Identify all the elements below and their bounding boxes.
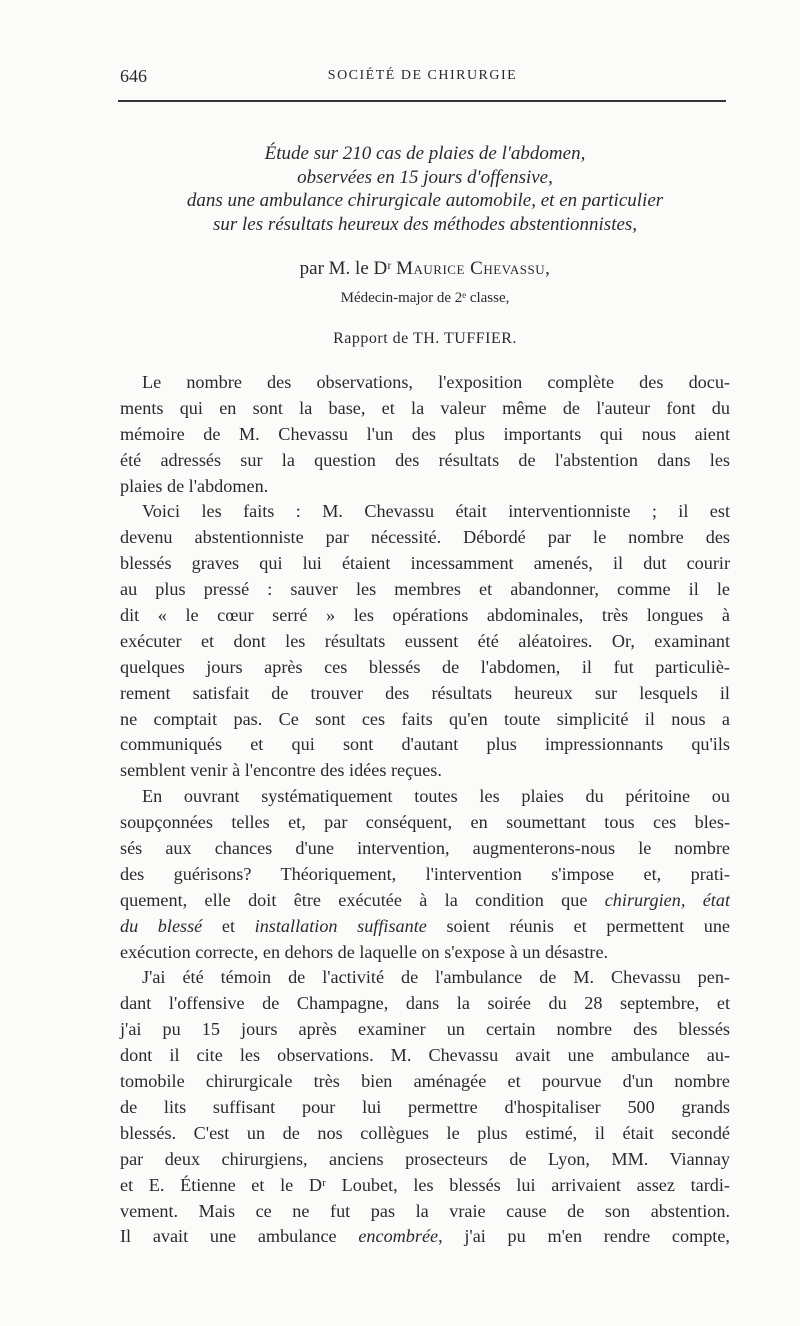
body-line: soupçonnées telles et, par conséquent, en soumettant tous ces bles- [120, 812, 730, 833]
body-line: J'ai été témoin de l'activité de l'ambulance de M. Chevassu pen- [142, 967, 730, 988]
body-line: été adressés sur la question des résultats de l'abstention dans les [120, 449, 730, 470]
body-line: dont il cite les observations. M. Chevassu avait une ambulance au- [120, 1045, 730, 1066]
body-line: blessés graves qui lui étaient incessamment amenés, il dut courir [120, 553, 730, 574]
body-line: mémoire de M. Chevassu l'un des plus importants qui nous aient [120, 423, 730, 444]
body-line: Voici les faits : M. Chevassu était interventionniste ; il est [142, 501, 730, 522]
body-line: En ouvrant systématiquement toutes les plaies du péritoine ou [142, 786, 730, 807]
author-name: Maurice Chevassu, [396, 258, 551, 279]
header-rule [118, 100, 726, 102]
body-line: rement satisfait de trouver des résultats heureux sur lesquels il [120, 682, 730, 703]
body-line: ments qui en sont la base, et la valeur même de l'auteur font du [120, 397, 730, 418]
body-line: quelques jours après ces blessés de l'abdomen, il fut particuliè- [120, 656, 730, 677]
body-line: communiqués et qui sont d'autant plus impressionnants qu'ils [120, 734, 730, 755]
body-line: Il avait une ambulance encombrée, j'ai pu m'en rendre compte, [120, 1226, 730, 1247]
body-line: par deux chirurgiens, anciens prosecteurs de Lyon, MM. Viannay [120, 1148, 730, 1169]
title-line: observées en 15 jours d'offensive, [297, 166, 553, 188]
running-title: SOCIÉTÉ DE CHIRURGIE [327, 68, 518, 83]
page-number: 646 [120, 66, 147, 86]
body-line: du blessé et installation suffisante soient réunis et permettent une [120, 915, 731, 936]
body-line: des guérisons? Théoriquement, l'intervention s'impose et, prati- [120, 863, 730, 884]
body-line: j'ai pu 15 jours après examiner un certain nombre des blessés [120, 1019, 730, 1040]
body-line: vement. Mais ce ne fut pas la vraie cause de son abstention. [120, 1200, 730, 1221]
body-line: devenu abstentionniste par nécessité. Débordé par le nombre des [120, 527, 730, 548]
author-rank: Médecin-major de 2ᵉ classe, [340, 290, 510, 306]
page-header [120, 58, 725, 98]
body-line: Le nombre des observations, l'exposition complète des docu- [142, 372, 730, 392]
body-line: et E. Étienne et le Dʳ Loubet, les blessés lui arrivaient assez tardi- [120, 1174, 730, 1195]
body-line: au plus pressé : sauver les membres et abandonner, comme il le [120, 579, 730, 600]
body-line: sés aux chances d'une intervention, augmenterons-nous le nombre [120, 838, 730, 859]
body-line: plaies de l'abdomen. [120, 475, 269, 496]
title-line: dans une ambulance chirurgicale automobile, et en particulier [186, 190, 664, 211]
body-line: ne comptait pas. Ce sont ces faits qu'en toute simplicité il nous a [120, 708, 730, 729]
body-text [120, 370, 730, 1250]
body-line: semblent venir à l'encontre des idées reçues. [120, 760, 442, 781]
body-line: dant l'offensive de Champagne, dans la soirée du 28 septembre, et [120, 993, 730, 1014]
title-line: sur les résultats heureux des méthodes abstentionnistes, [212, 213, 638, 235]
author-byline [110, 258, 740, 280]
body-line: de lits suffisant pour lui permettre d'hospitaliser 500 grands [120, 1096, 730, 1117]
body-line: blessés. C'est un de nos collègues le plus estimé, il était secondé [120, 1122, 730, 1143]
byline-prefix: par M. le Dʳ [299, 258, 392, 279]
article-title [110, 142, 740, 236]
body-line: tomobile chirurgicale très bien aménagée et pourvue d'un nombre [120, 1071, 730, 1092]
report-credit: Rapport de TH. TUFFIER. [333, 330, 517, 347]
body-line: exécuter et dont les résultats eussent été aléatoires. Or, examinant [120, 630, 730, 651]
title-line: Étude sur 210 cas de plaies de l'abdomen, [264, 143, 586, 164]
body-line: exécution correcte, en dehors de laquelle on s'expose à un désastre. [120, 941, 609, 962]
body-line: quement, elle doit être exécutée à la condition que chirurgien, état [120, 889, 730, 910]
body-line: dit « le cœur serré » les opérations abdominales, très longues à [120, 605, 730, 626]
